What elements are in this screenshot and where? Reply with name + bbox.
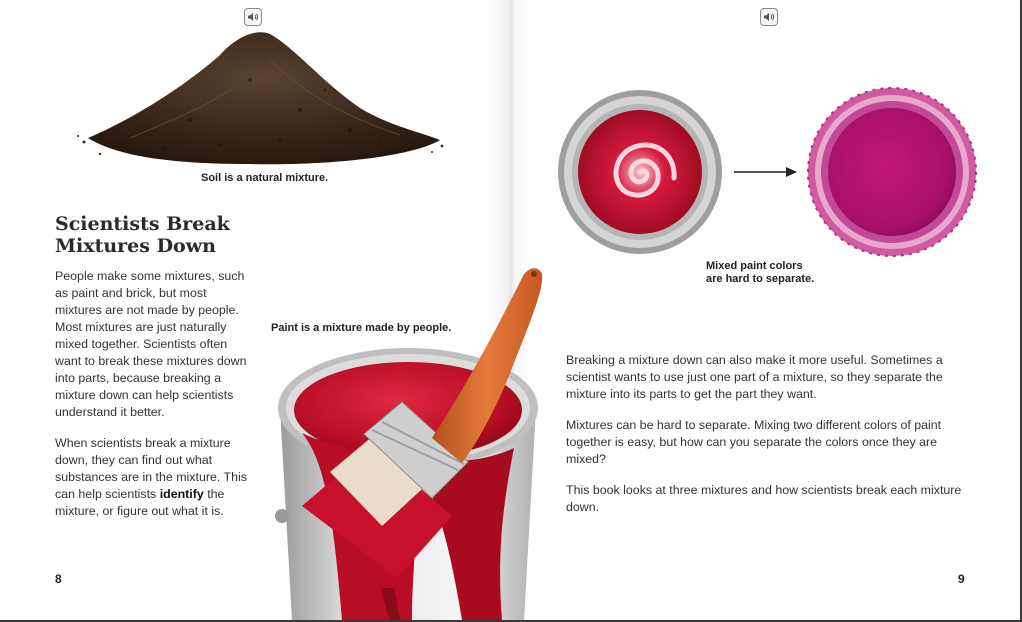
swirled-paint-can-image — [556, 88, 726, 258]
left-paragraph-2 — [55, 435, 249, 520]
paint-caption: Paint is a mixture made by people. — [271, 322, 452, 334]
mixed-paint-caption — [706, 260, 814, 286]
audio-button-right[interactable] — [760, 8, 778, 26]
caption-line-1: Mixed paint colors — [706, 260, 803, 272]
right-body-text — [566, 352, 976, 530]
page-number-left: 8 — [55, 572, 62, 586]
paragraph-text: When scientists break a mixture down, they can find out what substances are in the mixture. This can help scientists — [55, 436, 247, 501]
magenta-paint-can-image — [806, 86, 978, 258]
soil-pile-image — [70, 20, 450, 170]
left-paragraph-1: People make some mixtures, such as paint and brick, but most mixtures are not made by people. Most mixtures are just naturally mixed together. Scientists often want to break these mixtures down into parts, because breaking a mixture down can help scientists understand it better. — [55, 269, 247, 419]
right-paragraph-1: Breaking a mixture down can also make it more useful. Sometimes a scientist wants to use just one part of a mixture, so they separate the mixture into its parts to get the part they want. — [566, 353, 943, 401]
right-paragraph-2: Mixtures can be hard to separate. Mixing two different colors of paint together is easy, but how can you separate the colors once they are mixed? — [566, 418, 942, 466]
vocab-word-identify[interactable]: identify — [159, 487, 204, 501]
caption-line-2: are hard to separate. — [706, 273, 815, 285]
left-body-text — [55, 268, 249, 534]
arrow-right-icon — [734, 165, 798, 179]
right-paragraph-3: This book looks at three mixtures and how scientists break each mixture down. — [566, 483, 962, 514]
section-heading: Scientists Break Mixtures Down — [55, 213, 230, 257]
paint-can-brush-image — [262, 258, 552, 620]
page-number-right: 9 — [958, 572, 965, 586]
speaker-icon — [763, 12, 775, 22]
soil-caption: Soil is a natural mixture. — [201, 172, 329, 184]
paragraph-text: the mixture, or figure out what it is. — [55, 487, 225, 518]
